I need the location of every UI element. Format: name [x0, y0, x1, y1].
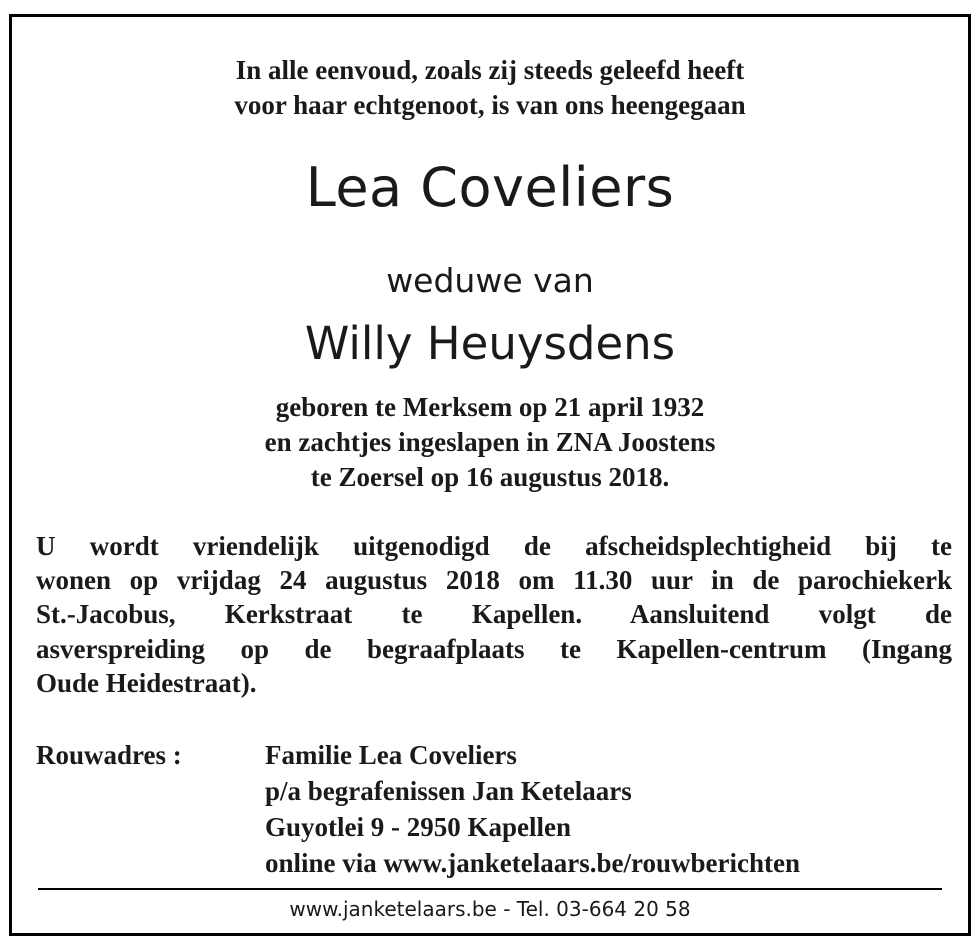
birth-line-1: geboren te Merksem op 21 april 1932 — [275, 392, 705, 422]
deceased-name: Lea Coveliers — [305, 156, 675, 219]
spouse-name: Willy Heuysdens — [304, 317, 676, 370]
intro-line-2: voor haar echtgenoot, is van ons heengegaan — [234, 90, 746, 120]
footer-contact: www.janketelaars.be - Tel. 03-664 20 58 — [289, 897, 691, 921]
address-line: online via www.janketelaars.be/rouwberichten — [265, 848, 800, 878]
address-block — [265, 737, 800, 881]
address-line: Familie Lea Coveliers — [265, 740, 517, 770]
address-label: Rouwadres : — [36, 740, 182, 770]
ceremony-line: U wordt vriendelijk uitgenodigd de afscheidsplechtigheid bij te — [36, 531, 952, 561]
intro-line-1: In alle eenvoud, zoals zij steeds geleefd heeft — [235, 55, 745, 85]
intro-text — [12, 53, 968, 123]
ceremony-line: wonen op vrijdag 24 augustus 2018 om 11.30 uur in de parochiekerk — [36, 565, 952, 596]
relation-text: weduwe van — [386, 261, 594, 300]
obituary-notice — [9, 14, 971, 936]
ceremony-line: St.-Jacobus, Kerkstraat te Kapellen. Aansluitend volgt de — [36, 599, 952, 630]
ceremony-line: asverspreiding op de begraafplaats te Kapellen-centrum (Ingang — [36, 633, 952, 664]
ceremony-paragraph — [36, 529, 952, 700]
birth-death-info — [12, 390, 968, 495]
birth-line-3: te Zoersel op 16 augustus 2018. — [310, 462, 670, 492]
birth-line-2: en zachtjes ingeslapen in ZNA Joostens — [264, 427, 716, 457]
ceremony-line: Oude Heidestraat). — [36, 667, 257, 698]
address-line: p/a begrafenissen Jan Ketelaars — [265, 776, 632, 806]
address-line: Guyotlei 9 - 2950 Kapellen — [265, 812, 571, 842]
footer-divider — [38, 888, 942, 890]
